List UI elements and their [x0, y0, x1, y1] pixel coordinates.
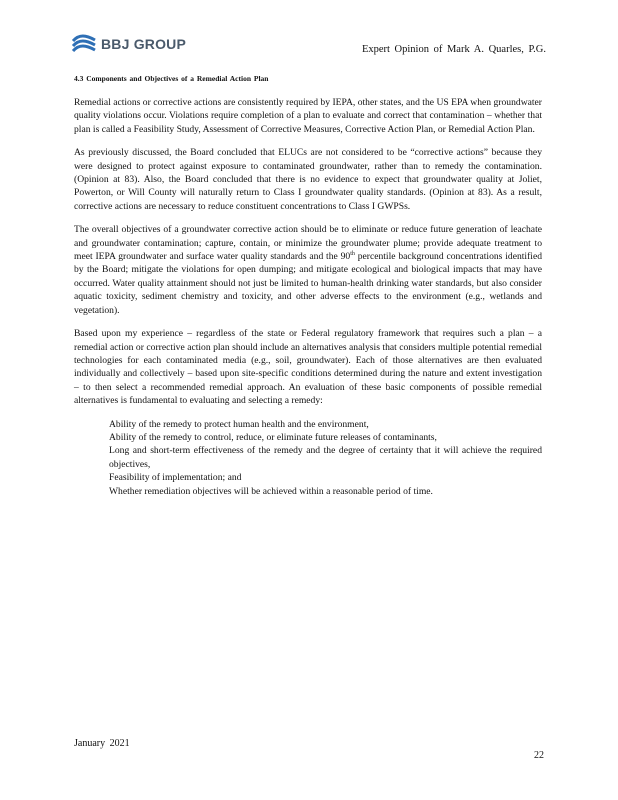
footer-date: January 2021: [74, 738, 130, 749]
header-report-title: Expert Opinion of Mark A. Quarles, P.G.: [361, 44, 546, 55]
remedy-criteria-list: [74, 418, 542, 498]
list-item: [90, 418, 542, 431]
paragraph-alternatives-analysis: Based upon my experience – regardless of the state or Federal regulatory framework that requires such a plan – a remedial action or corrective action plan should include an alternatives analysis that considers multiple potential remedial technologies for each contaminated media (e.g., soil, groundwater). Each of those alternatives are then evaluated individually and collectively – based upon site-specific conditions determined during the nature and extent investigation – to then select a recommended remedial approach. An evaluation of these basic components of possible remedial alternatives is fundamental to evaluating and selecting a remedy:: [74, 328, 542, 407]
bbj-wave-icon: [72, 34, 96, 54]
list-item: [90, 471, 542, 484]
logo-text: BBJ GROUP: [101, 36, 187, 52]
page-number: 22: [534, 750, 544, 761]
ordinal-superscript: th: [350, 250, 355, 257]
list-item-text: Ability of the remedy to protect human health and the environment,: [109, 418, 369, 430]
objectives-text-start: The overall objectives of a groundwater corrective action should be to eliminate or reduce future generation of leachate and groundwater contamination; capture, contain, or minimize the groundwater plume; provide adequate treatment to meet IEPA groundwater and surface water quality standards and the 90: [74, 224, 542, 263]
list-item-text: Long and short-term effectiveness of the remedy and the degree of certainty that it will achieve the required objectives,: [109, 445, 542, 470]
paragraph-board-conclusion: As previously discussed, the Board concluded that ELUCs are not considered to be “corrective actions” because they were designed to protect against exposure to contaminated groundwater, rather than to remedy the contamination. (Opinion at 83). Also, the Board concluded that there is no evidence to expect that groundwater quality at Joliet, Powerton, or Will County will naturally return to Class I groundwater quality standards. (Opinion at 83). As a result, corrective actions are necessary to reduce constituent concentrations to Class I GWPSs.: [74, 147, 542, 212]
list-item-text: Whether remediation objectives will be achieved within a reasonable period of time.: [109, 485, 433, 497]
paragraph-remedial-actions: Remedial actions or corrective actions are consistently required by IEPA, other states, and the US EPA when groundwater quality violations occur. Violations require completion of a plan to evaluate and correct that contamination – whether that plan is called a Feasibility Study, Assessment of Corrective Measures, Corrective Action Plan, or Remedial Action Plan.: [74, 97, 542, 135]
body-content: [74, 96, 542, 498]
company-logo: [72, 34, 186, 54]
list-item: [90, 485, 542, 498]
objectives-text-end: percentile background concentrations identified by the Board; mitigate the violations for open dumping; and mitigate ecological and biological impacts that may have occurred. Water quality attainment should not just be limited to human-health drinking water standards, but also consider aquatic toxicity, sediment chemistry and toxicity, and other adverse effects to the environment (e.g., wetlands and vegetation).: [74, 251, 542, 316]
list-item: [90, 431, 542, 444]
paragraph-overall-objectives: [74, 223, 542, 317]
list-item: [90, 444, 542, 471]
section-heading: 4.3 Components and Objectives of a Remedial Action Plan: [74, 74, 269, 83]
list-item-text: Ability of the remedy to control, reduce, or eliminate future releases of contaminants,: [109, 431, 437, 443]
list-item-text: Feasibility of implementation; and: [109, 472, 242, 484]
